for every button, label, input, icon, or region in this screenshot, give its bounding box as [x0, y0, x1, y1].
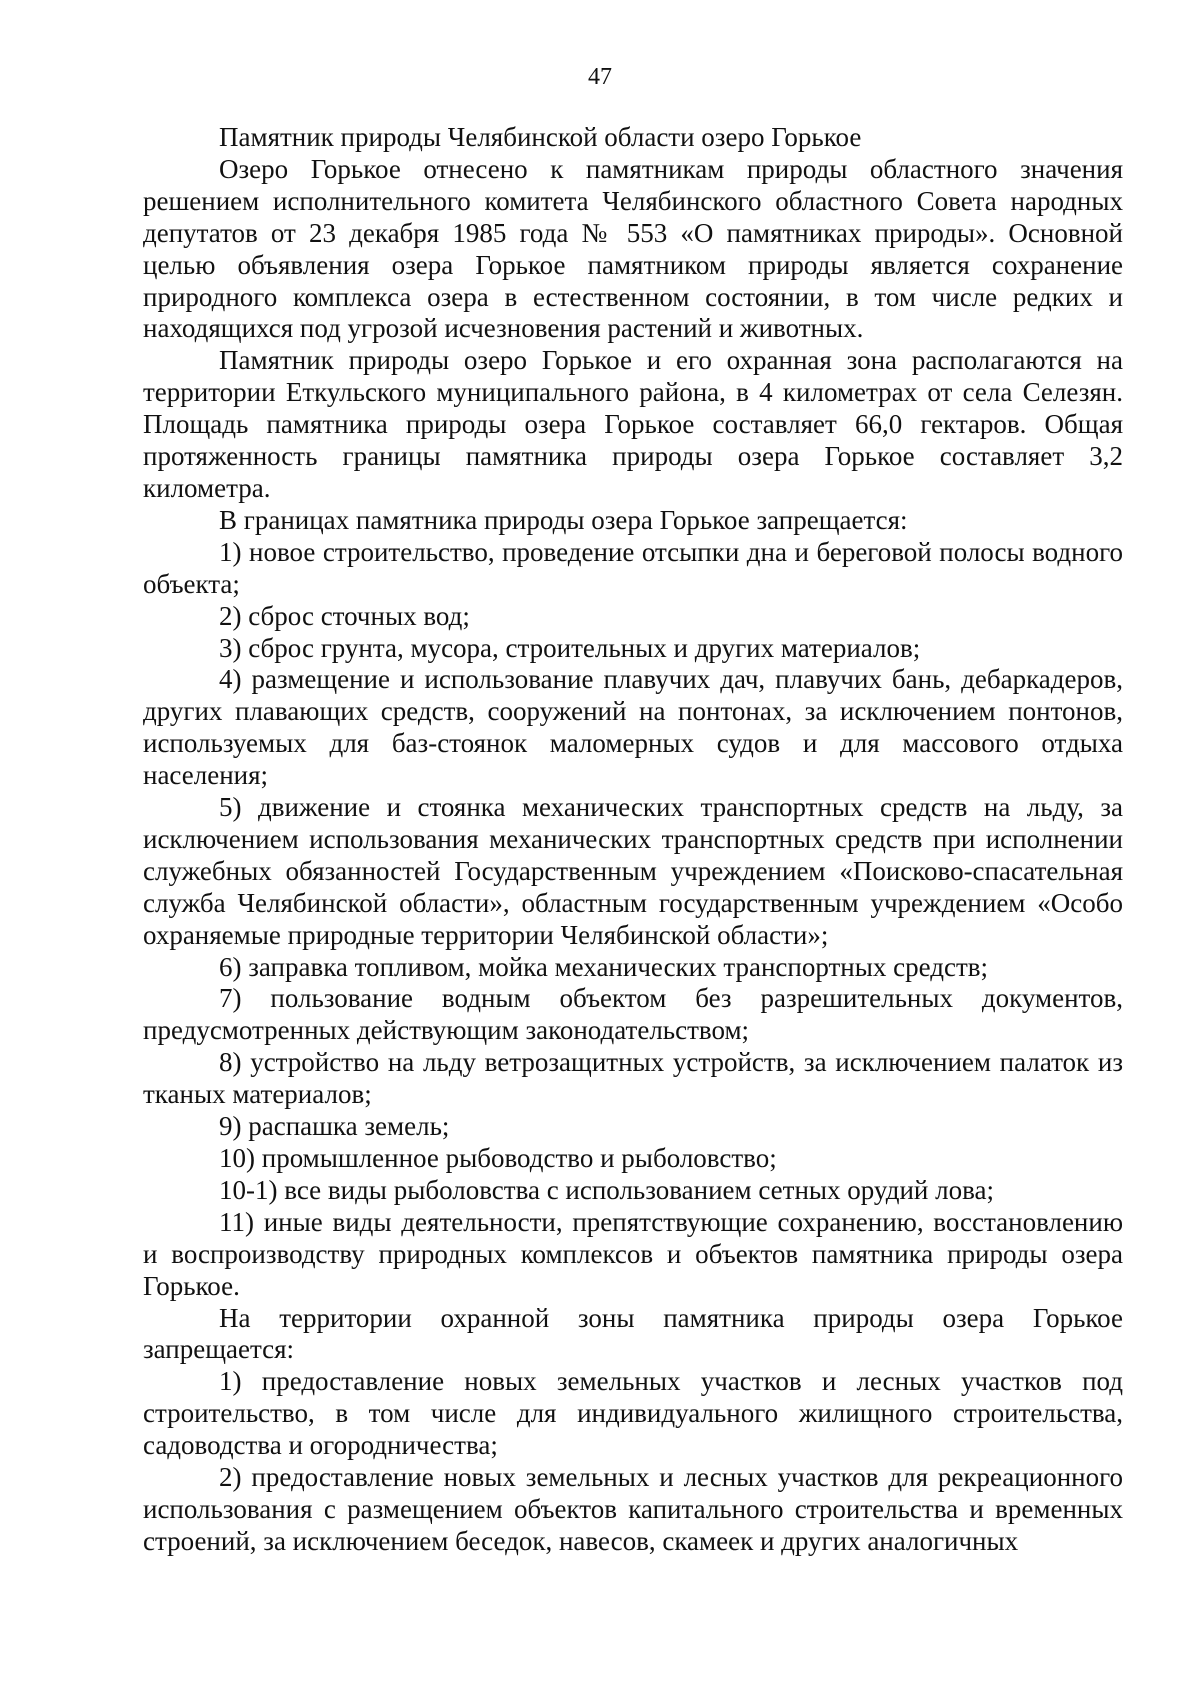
page-number: 47 — [588, 64, 612, 90]
list-item: 8) устройство на льду ветрозащитных устройств, за исключением палаток из тканых материалов; — [143, 1047, 1123, 1110]
list-item: 2) предоставление новых земельных и лесных участков для рекреационного использования с размещением объектов капитального строительства и временных строений, за исключением беседок, навесов, скамеек и других аналогичных — [143, 1462, 1123, 1556]
paragraph-status: Озеро Горькое отнесено к памятникам природы областного значения решением исполнительного комитета Челябинского областного Совета народных депутатов от 23 декабря 1985 года № 553 «О памятниках природы». Основной целью объявления озера Горькое памятником природы является сохранение природного комплекса озера в естественном состоянии, в том числе редких и находящихся под угрозой исчезновения растений и животных. — [143, 153, 1123, 344]
list-item: 10) промышленное рыбоводство и рыболовство; — [219, 1143, 777, 1173]
document-title: Памятник природы Челябинской области озеро Горькое — [219, 122, 862, 152]
list-item: 11) иные виды деятельности, препятствующие сохранению, восстановлению и воспроизводству природных комплексов и объектов памятника природы озера Горькое. — [143, 1206, 1123, 1301]
paragraph-buffer-zone-heading: На территории охранной зоны памятника природы озера Горькое запрещается: — [143, 1302, 1123, 1365]
list-item: 3) сброс грунта, мусора, строительных и других материалов; — [219, 632, 921, 663]
list-item: 2) сброс сточных вод; — [219, 600, 470, 631]
list-item: 9) распашка земель; — [219, 1111, 450, 1142]
document-body — [143, 122, 1123, 1558]
list-item: 7) пользование водным объектом без разрешительных документов, предусмотренных действующим законодательством; — [143, 983, 1123, 1046]
paragraph-location: Памятник природы озеро Горькое и его охранная зона располагаются на территории Еткульского муниципального района, в 4 километрах от села Селезян. Площадь памятника природы озера Горькое составляет 66,0 гектаров. Общая протяженность границы памятника природы озера Горькое составляет 3,2 километра. — [143, 345, 1123, 503]
list-item: 1) предоставление новых земельных участков и лесных участков под строительство, в том числе для индивидуального жилищного строительства, садоводства и огородничества; — [143, 1366, 1123, 1461]
list-item: 5) движение и стоянка механических транспортных средств на льду, за исключением использования механических транспортных средств при исполнении служебных обязанностей Государственным учреждением «Поисково-спасательная служба Челябинской области», областным государственным учреждением «Особо охраняемые природные территории Челябинской области»; — [143, 792, 1123, 950]
list-item: 6) заправка топливом, мойка механических транспортных средств; — [219, 951, 989, 982]
list-item: 10-1) все виды рыболовства с использованием сетных орудий лова; — [219, 1174, 994, 1205]
list-item: 4) размещение и использование плавучих дач, плавучих бань, дебаркадеров, других плавающих средств, сооружений на понтонах, за исключением понтонов, используемых для баз-стоянок маломерных судов и для массового отдыха населения; — [143, 664, 1123, 791]
list-item: 1) новое строительство, проведение отсыпки дна и береговой полосы водного объекта; — [143, 536, 1123, 599]
paragraph-prohibitions-heading: В границах памятника природы озера Горькое запрещается: — [219, 504, 908, 535]
